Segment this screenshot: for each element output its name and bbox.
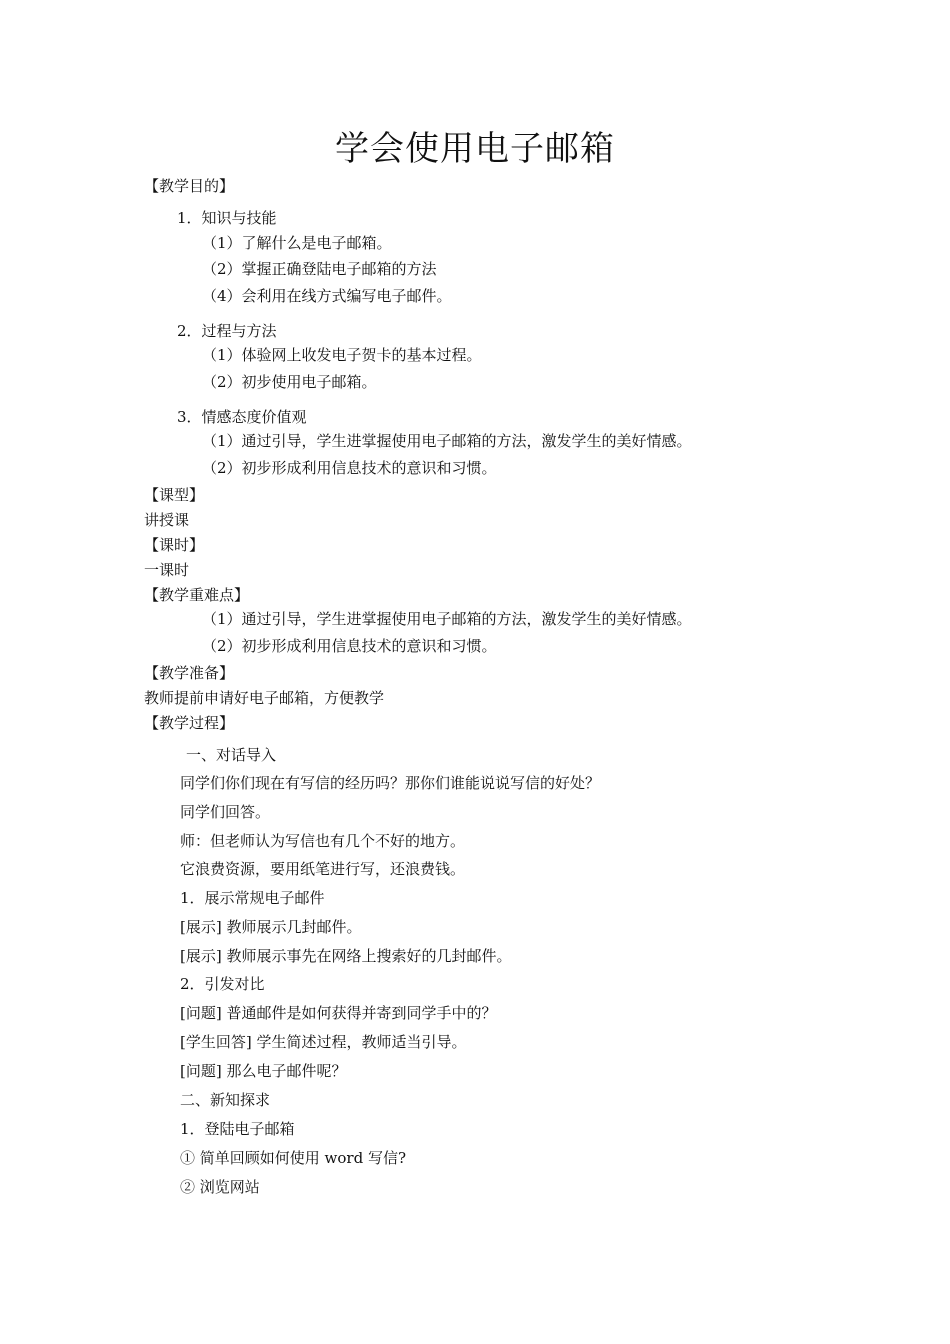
process-line: 2．引发对比 <box>180 975 265 993</box>
section-heading-key-points: 【教学重难点】 <box>144 586 250 604</box>
process-line: 师：但老师认为写信也有几个不好的地方。 <box>180 832 466 850</box>
objective-group-label: 1．知识与技能 <box>177 209 277 227</box>
section-heading-objectives: 【教学目的】 <box>144 177 235 195</box>
section-heading-preparation: 【教学准备】 <box>144 664 235 682</box>
objective-item: （1）了解什么是电子邮箱。 <box>202 234 392 252</box>
process-line: [问题] 那么电子邮件呢？ <box>180 1062 347 1080</box>
process-line: 1．登陆电子邮箱 <box>180 1120 295 1138</box>
objective-item: （1）体验网上收发电子贺卡的基本过程。 <box>202 346 482 364</box>
process-line: 二、新知探求 <box>180 1091 271 1109</box>
process-line: [展示] 教师展示几封邮件。 <box>180 918 362 936</box>
process-line: ② 浏览网站 <box>180 1178 260 1196</box>
objective-group-label: 2．过程与方法 <box>177 322 277 340</box>
key-point-item: （1）通过引导，学生进掌握使用电子邮箱的方法，激发学生的美好情感。 <box>202 610 692 628</box>
document-title: 学会使用电子邮箱 <box>335 129 615 169</box>
process-line: [学生回答] 学生简述过程，教师适当引导。 <box>180 1033 467 1051</box>
process-line: ① 简单回顾如何使用 word 写信? <box>180 1149 406 1167</box>
process-line: [展示] 教师展示事先在网络上搜索好的几封邮件。 <box>180 947 512 965</box>
section-heading-hours: 【课时】 <box>144 536 205 554</box>
process-line: 1．展示常规电子邮件 <box>180 889 325 907</box>
process-line: 它浪费资源，要用纸笔进行写，还浪费钱。 <box>180 860 466 878</box>
section-heading-type: 【课型】 <box>144 486 205 504</box>
process-line: 一、对话导入 <box>186 746 277 764</box>
objective-item: （4）会利用在线方式编写电子邮件。 <box>202 287 452 305</box>
objective-item: （2）初步使用电子邮箱。 <box>202 373 377 391</box>
section-value-hours: 一课时 <box>144 561 190 579</box>
objective-item: （2）掌握正确登陆电子邮箱的方法 <box>202 260 437 278</box>
objective-item: （2）初步形成利用信息技术的意识和习惯。 <box>202 459 497 477</box>
objective-item: （1）通过引导，学生进掌握使用电子邮箱的方法，激发学生的美好情感。 <box>202 432 692 450</box>
section-value-type: 讲授课 <box>144 511 190 529</box>
section-value-preparation: 教师提前申请好电子邮箱，方便教学 <box>144 689 385 707</box>
objective-group-label: 3．情感态度价值观 <box>177 408 307 426</box>
key-point-item: （2）初步形成利用信息技术的意识和习惯。 <box>202 637 497 655</box>
section-heading-process: 【教学过程】 <box>144 714 235 732</box>
process-line: 同学们回答。 <box>180 803 271 821</box>
process-line: 同学们你们现在有写信的经历吗？那你们谁能说说写信的好处？ <box>180 774 601 792</box>
process-line: [问题] 普通邮件是如何获得并寄到同学手中的？ <box>180 1004 497 1022</box>
